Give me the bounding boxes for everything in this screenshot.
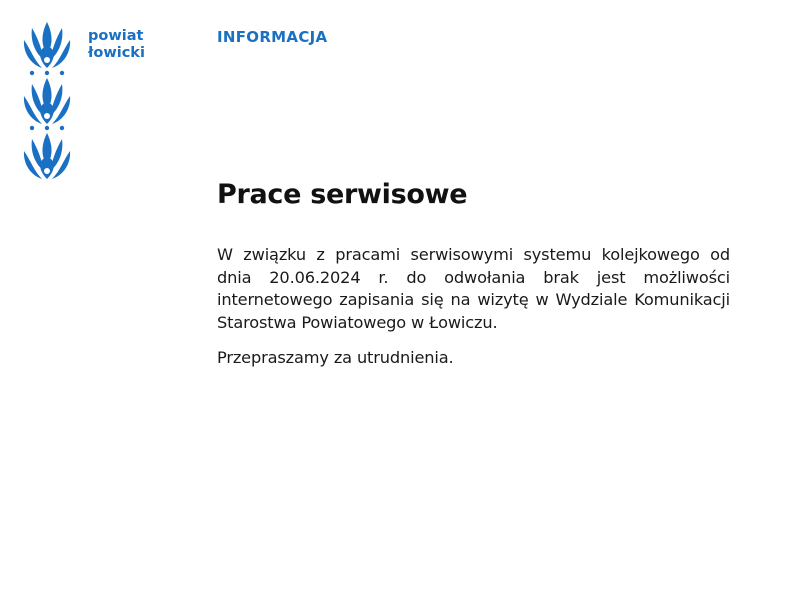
apology-text: Przepraszamy za utrudnienia. [217, 348, 454, 367]
page-title: Prace serwisowe [217, 179, 468, 210]
brand-name [88, 28, 145, 62]
brand-line-2: łowicki [88, 45, 145, 61]
notice-paragraph: W związku z pracami serwisowymi systemu kolejkowego od dnia 20.06.2024 r. do odwołania brak jest możliwości internetowego zapisania się na wizytę w Wydziale Komunikacji Starostwa Powiatowego w Łowiczu. [217, 245, 730, 332]
flame-ornament-icon [22, 22, 72, 180]
brand-line-1: powiat [88, 28, 144, 44]
section-label: INFORMACJA [217, 28, 328, 46]
